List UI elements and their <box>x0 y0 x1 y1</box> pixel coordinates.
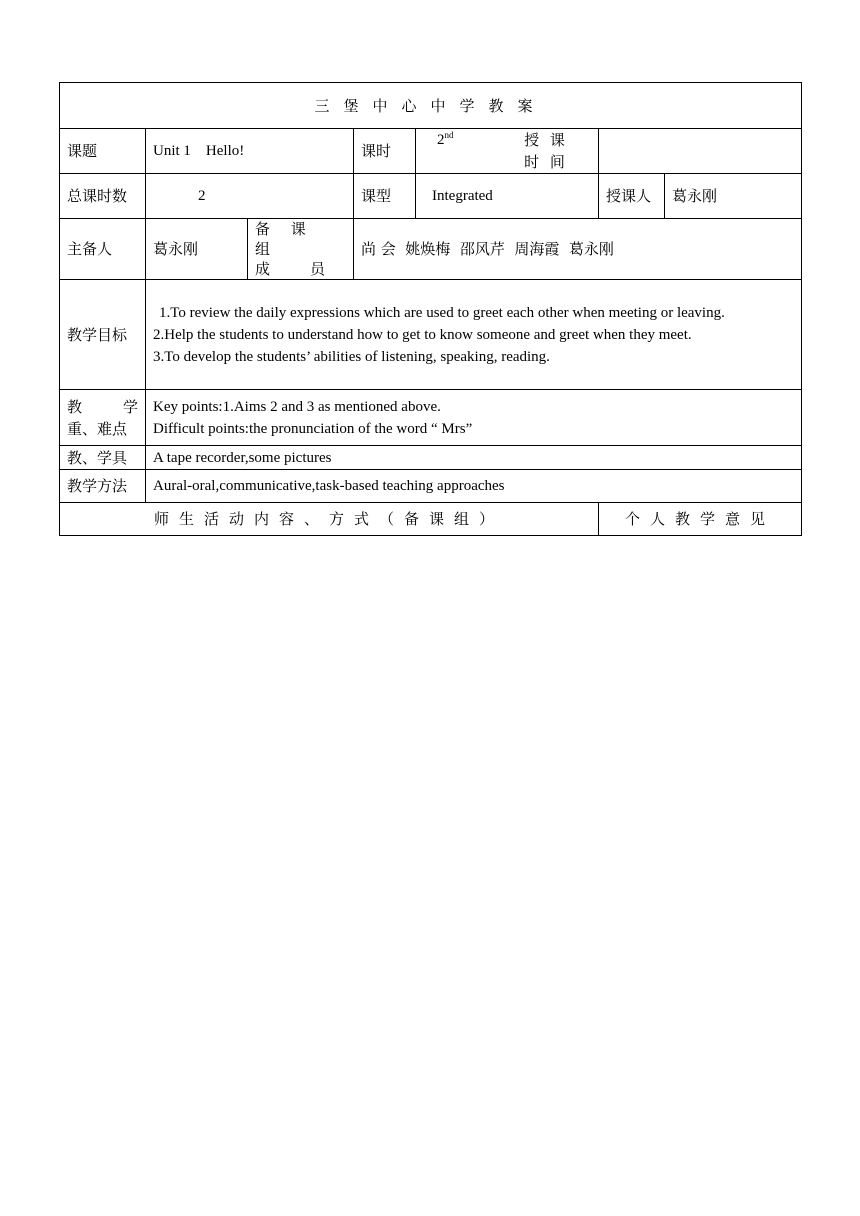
topic-label: 课题 <box>60 129 146 174</box>
teach-time-value[interactable] <box>599 129 802 174</box>
goals-row <box>60 280 802 390</box>
teacher-label: 授课人 <box>599 174 665 219</box>
lesson-type-label: 课型 <box>354 174 416 219</box>
main-preparer-label: 主备人 <box>60 219 146 280</box>
keypoints-label-char-a: 教 <box>67 397 83 416</box>
total-row <box>60 174 802 219</box>
teaching-tools-label: 教、学具 <box>60 446 146 470</box>
teaching-goals-list <box>146 280 802 390</box>
group-label-char-a: 成 <box>255 260 271 278</box>
topic-value: Unit 1 Hello! <box>146 129 354 174</box>
period-number: 2 <box>437 132 445 148</box>
teacher-value: 葛永刚 <box>665 174 802 219</box>
keypoints-label <box>60 390 146 446</box>
teach-time-label: 授 课 时 间 <box>524 131 568 171</box>
goal-item: 1.To review the daily expressions which are used to greet each other when meeting or leaving. <box>159 304 725 321</box>
preparer-row <box>60 219 802 280</box>
main-preparer-value: 葛永刚 <box>146 219 248 280</box>
topic-row <box>60 129 802 174</box>
period-label: 课时 <box>354 129 416 174</box>
keypoints-content <box>146 390 802 446</box>
methods-row <box>60 470 802 503</box>
period-cell <box>416 129 599 174</box>
goal-item: 3.To develop the students’ abilities of listening, speaking, reading. <box>153 348 550 365</box>
key-points-text: Key points:1.Aims 2 and 3 as mentioned above. <box>153 398 441 415</box>
keypoints-label-char-b: 学 <box>122 397 138 416</box>
goal-item: 2.Help the students to understand how to get to know someone and greet when they meet. <box>153 326 692 343</box>
footer-row <box>60 503 802 536</box>
teaching-tools-value: A tape recorder,some pictures <box>146 446 802 470</box>
title-row <box>60 83 802 129</box>
group-label-char-b: 员 <box>309 260 325 278</box>
total-periods-value: 2 <box>146 174 354 219</box>
activities-heading: 师生活动内容、方式（备课组） <box>60 503 599 536</box>
lesson-type-value: Integrated <box>416 174 599 219</box>
period-value <box>423 129 524 173</box>
lesson-plan-table <box>59 82 802 536</box>
group-members-label <box>248 219 354 280</box>
keypoints-label-line2: 重、难点 <box>67 419 128 438</box>
difficult-points-text: Difficult points:the pronunciation of the word “ Mrs” <box>153 420 473 437</box>
tools-row <box>60 446 802 470</box>
group-members-value: 尚 会 姚焕梅 邵风芹 周海霞 葛永刚 <box>354 219 802 280</box>
teaching-methods-label: 教学方法 <box>60 470 146 503</box>
personal-opinion-heading: 个人教学意见 <box>599 503 802 536</box>
total-periods-label: 总课时数 <box>60 174 146 219</box>
keypoints-row <box>60 390 802 446</box>
teaching-methods-value: Aural-oral,communicative,task-based teaching approaches <box>146 470 802 503</box>
lesson-plan-sheet <box>59 82 801 536</box>
page-title: 三堡中心中学教案 <box>60 83 802 129</box>
teaching-goals-label: 教学目标 <box>60 280 146 390</box>
period-suffix: nd <box>444 130 454 140</box>
group-label-line1: 备 课 组 <box>255 220 314 258</box>
